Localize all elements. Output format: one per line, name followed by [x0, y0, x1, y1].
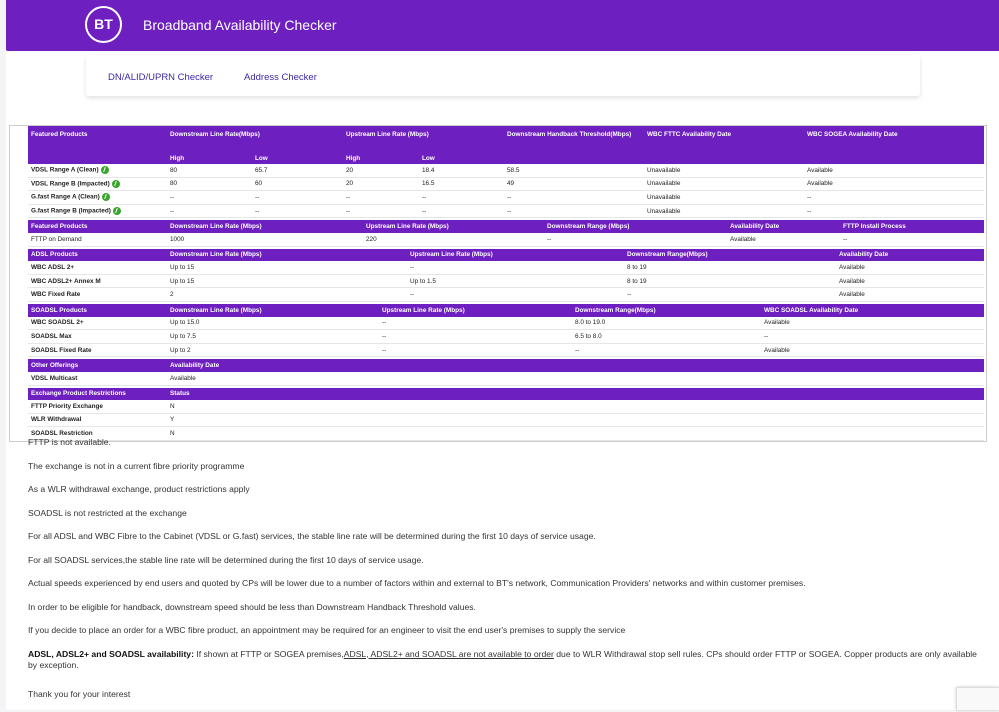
- closing-text: Thank you for your interest: [28, 689, 978, 712]
- table-row: [28, 413, 984, 427]
- cell: WBC Fixed Rate: [28, 288, 167, 302]
- app-title: Broadband Availability Checker: [143, 17, 337, 33]
- cell: Up to 7.5: [167, 330, 379, 344]
- cell: Available: [836, 261, 984, 274]
- cell: --: [252, 191, 343, 205]
- other-offerings-table: [28, 359, 984, 385]
- app-header: [6, 0, 999, 51]
- cell: WBC SOADSL 2+: [28, 317, 167, 330]
- col-soadsl-products: SOADSL Products: [28, 304, 167, 317]
- cell: --: [407, 288, 624, 302]
- col-availability-date: Availability Date: [836, 249, 984, 262]
- col-install-process: FTTP Install Process: [840, 220, 984, 233]
- table-row: [28, 317, 984, 330]
- cell: 20: [343, 177, 419, 191]
- cell: --: [572, 343, 761, 357]
- availability-note-title: ADSL, ADSL2+ and SOADSL availability:: [28, 649, 194, 659]
- cell: --: [504, 204, 644, 218]
- cell: --: [840, 233, 984, 246]
- availability-note-underlined: ADSL, ADSL2+ and SOADSL are not available to order: [344, 649, 554, 659]
- sub-low: Low: [252, 153, 343, 164]
- availability-note-text: If shown at FTTP or SOGEA premises,: [194, 649, 344, 659]
- cell: N: [167, 400, 984, 413]
- col-fttc-date: WBC FTTC Availability Date: [644, 126, 804, 153]
- restrictions-header-row: [28, 388, 984, 401]
- cell: 8 to 19: [624, 261, 836, 274]
- cell: Available: [836, 274, 984, 288]
- adsl-header-row: [28, 249, 984, 262]
- cell: 8 to 19: [624, 274, 836, 288]
- sub-high: High: [167, 153, 252, 164]
- sub-low: Low: [419, 153, 504, 164]
- cell: 6.5 to 8.0: [572, 330, 761, 344]
- cell: FTTP Priority Exchange: [28, 400, 167, 413]
- col-soadsl-date: WBC SOADSL Availability Date: [761, 304, 984, 317]
- info-icon[interactable]: [102, 193, 110, 201]
- other-header-row: [28, 359, 984, 372]
- table-row: [28, 288, 984, 302]
- cell: Available: [836, 288, 984, 302]
- cell: Available: [761, 343, 984, 357]
- soadsl-table: [28, 304, 984, 357]
- note: The exchange is not in a current fibre priority programme: [28, 461, 978, 485]
- notes-section: [28, 437, 978, 712]
- table-row: [28, 191, 984, 205]
- cell: Unavailable: [644, 204, 804, 218]
- col-downstream-rate: Downstream Line Rate(Mbps): [167, 126, 343, 153]
- adsl-table: [28, 249, 984, 302]
- cell: --: [419, 191, 504, 205]
- col-availability-date: Availability Date: [167, 359, 984, 372]
- col-downstream-rate: Downstream Line Rate (Mbps): [167, 220, 363, 233]
- cell: --: [167, 191, 252, 205]
- cell: --: [379, 330, 572, 344]
- col-downstream-rate: Downstream Line Rate (Mbps): [167, 249, 407, 262]
- cell: SOADSL Max: [28, 330, 167, 344]
- table-row: [28, 372, 984, 385]
- info-icon[interactable]: [112, 180, 120, 188]
- cell: 1000: [167, 233, 363, 246]
- cell: 58.5: [504, 164, 644, 177]
- col-upstream-rate: Upstream Line Rate (Mbps): [407, 249, 624, 262]
- table-row: [28, 343, 984, 357]
- col-availability-date: Availability Date: [727, 220, 840, 233]
- note: For all ADSL and WBC Fibre to the Cabinet (VDSL or G.fast) services, the stable line rate will be determined during the first 10 days of service usage.: [28, 531, 978, 555]
- vdsl-table: [28, 126, 984, 218]
- cell: SOADSL Fixed Rate: [28, 343, 167, 357]
- col-featured-products: Featured Products: [28, 220, 167, 233]
- cell: 60: [252, 177, 343, 191]
- cell: --: [167, 204, 252, 218]
- vdsl-header-row: [28, 126, 984, 153]
- table-row: [28, 233, 984, 246]
- col-downstream-rate: Downstream Line Rate (Mbps): [167, 304, 379, 317]
- cell: --: [252, 204, 343, 218]
- tab-dn-alid-uprn-checker[interactable]: DN/ALID/UPRN Checker: [108, 72, 213, 83]
- note: For all SOADSL services,the stable line rate will be determined during the first 10 days of service usage.: [28, 555, 978, 579]
- col-restrictions: Exchange Product Restrictions: [28, 388, 167, 401]
- cell: N: [167, 427, 984, 441]
- cell: Y: [167, 413, 984, 427]
- note: Actual speeds experienced by end users and quoted by CPs will be lower due to a number of factors within and external to BT's network, Communication Providers' networks and within customer premises.: [28, 578, 978, 602]
- note: FTTP is not available.: [28, 437, 978, 461]
- col-adsl-products: ADSL Products: [28, 249, 167, 262]
- cell: 80: [167, 177, 252, 191]
- cell: --: [343, 204, 419, 218]
- table-row: [28, 204, 984, 218]
- note: As a WLR withdrawal exchange, product restrictions apply: [28, 484, 978, 508]
- availability-note: [28, 649, 978, 689]
- cell: 18.4: [419, 164, 504, 177]
- cell: --: [407, 261, 624, 274]
- col-featured-products: Featured Products: [28, 126, 167, 153]
- cell: 2: [167, 288, 407, 302]
- col-downstream-range: Downstream Range (Mbps): [544, 220, 727, 233]
- col-downstream-range: Downstream Range(Mbps): [572, 304, 761, 317]
- cell: 20: [343, 164, 419, 177]
- soadsl-header-row: [28, 304, 984, 317]
- cell: --: [761, 330, 984, 344]
- cell: SOADSL Restriction: [28, 427, 167, 441]
- cell: --: [379, 343, 572, 357]
- note: SOADSL is not restricted at the exchange: [28, 508, 978, 532]
- note: If you decide to place an order for a WBC fibre product, an appointment may be required for an engineer to visit the end user's premises to supply the service: [28, 625, 978, 649]
- fttp-table: [28, 220, 984, 246]
- cell: 220: [363, 233, 544, 246]
- info-icon[interactable]: [113, 207, 121, 215]
- cell: Available: [761, 317, 984, 330]
- cell: --: [379, 317, 572, 330]
- cell: 80: [167, 164, 252, 177]
- cell: Unavailable: [644, 191, 804, 205]
- col-downstream-range: Downstream Range(Mbps): [624, 249, 836, 262]
- table-row: [28, 177, 984, 191]
- cell: Up to 15: [167, 261, 407, 274]
- table-row: [28, 274, 984, 288]
- sub-high: High: [343, 153, 419, 164]
- cell: Up to 2: [167, 343, 379, 357]
- cell: --: [544, 233, 727, 246]
- note: In order to be eligible for handback, downstream speed should be less than Downstream Handback Threshold values.: [28, 602, 978, 626]
- cell: 16.5: [419, 177, 504, 191]
- tab-address-checker[interactable]: Address Checker: [244, 72, 317, 83]
- cell: Up to 15.0: [167, 317, 379, 330]
- cell: --: [343, 191, 419, 205]
- cell: --: [804, 204, 984, 218]
- checker-tabs: [86, 55, 920, 96]
- recaptcha-badge[interactable]: [956, 687, 999, 710]
- cell: WBC ADSL 2+: [28, 261, 167, 274]
- availability-results: [9, 125, 987, 442]
- product-name: G.fast Range B (Impacted): [31, 208, 111, 215]
- cell: 8.0 to 19.0: [572, 317, 761, 330]
- cell: Unavailable: [644, 164, 804, 177]
- info-icon[interactable]: [101, 166, 109, 174]
- table-row: [28, 261, 984, 274]
- table-row: [28, 400, 984, 413]
- availability-note-text: due to WLR Withdrawal stop sell rules. CPs should order FTTP or SOGEA. Copper products are only available by exception.: [28, 649, 977, 670]
- col-other-offerings: Other Offerings: [28, 359, 167, 372]
- product-name: VDSL Range B (Impacted): [31, 181, 110, 188]
- cell: Up to 15: [167, 274, 407, 288]
- col-upstream-rate: Upstream Line Rate (Mbps): [343, 126, 504, 153]
- cell: Available: [167, 372, 984, 385]
- col-upstream-rate: Upstream Line Rate (Mbps): [363, 220, 544, 233]
- cell: Available: [804, 177, 984, 191]
- cell: Unavailable: [644, 177, 804, 191]
- cell: 49: [504, 177, 644, 191]
- product-name: VDSL Range A (Clean): [31, 167, 99, 174]
- bt-logo[interactable]: BT: [85, 6, 122, 43]
- cell: FTTP on Demand: [28, 233, 167, 246]
- col-upstream-rate: Upstream Line Rate (Mbps): [379, 304, 572, 317]
- cell: --: [804, 191, 984, 205]
- cell: --: [624, 288, 836, 302]
- restrictions-table: [28, 388, 984, 441]
- col-status: Status: [167, 388, 984, 401]
- cell: --: [419, 204, 504, 218]
- table-row: [28, 164, 984, 177]
- cell: --: [504, 191, 644, 205]
- col-handback-threshold: Downstream Handback Threshold(Mbps): [504, 126, 644, 153]
- cell: Available: [727, 233, 840, 246]
- table-row: [28, 330, 984, 344]
- cell: WLR Withdrawal: [28, 413, 167, 427]
- cell: WBC ADSL2+ Annex M: [28, 274, 167, 288]
- fttp-header-row: [28, 220, 984, 233]
- cell: Up to 1.5: [407, 274, 624, 288]
- cell: 65.7: [252, 164, 343, 177]
- col-sogea-date: WBC SOGEA Availability Date: [804, 126, 984, 153]
- cell: VDSL Multicast: [28, 372, 167, 385]
- product-name: G.fast Range A (Clean): [31, 194, 100, 201]
- vdsl-subheader-row: [28, 153, 984, 164]
- cell: Available: [804, 164, 984, 177]
